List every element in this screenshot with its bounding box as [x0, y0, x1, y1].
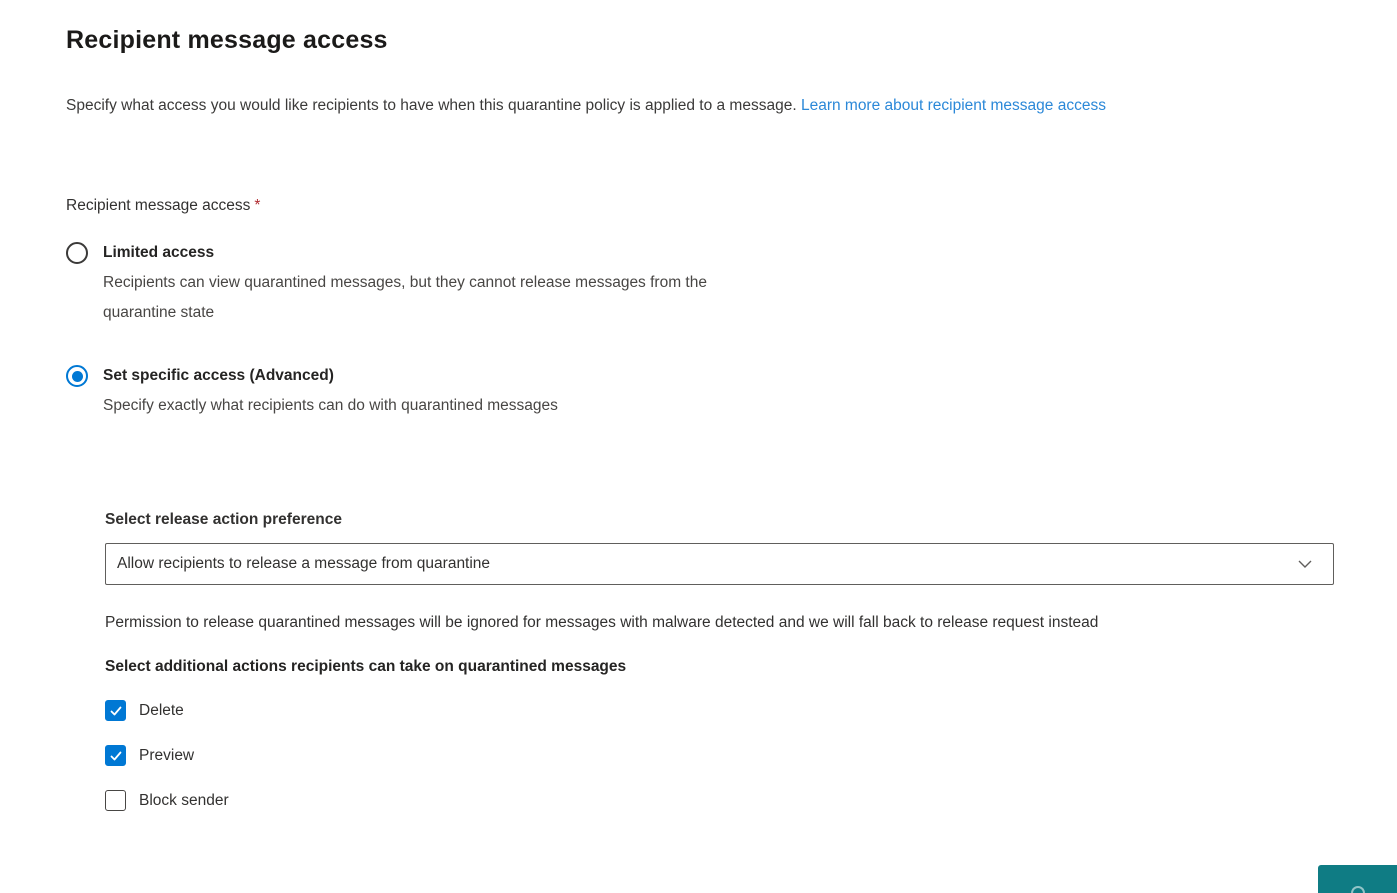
radio-description-limited-access: Recipients can view quarantined messages, but they cannot release messages from the quarantine state — [103, 274, 707, 321]
checkbox-label-delete[interactable]: Delete — [139, 701, 184, 719]
checkbox-row-block-sender[interactable] — [105, 790, 1331, 811]
release-action-note: Permission to release quarantined messages will be ignored for messages with malware detected and we will fall back to release request instead — [105, 614, 1099, 631]
checkbox-row-preview[interactable] — [105, 745, 1331, 766]
access-field-label: Recipient message access * — [66, 197, 261, 214]
checkbox-delete[interactable] — [105, 700, 126, 721]
help-icon — [1351, 886, 1365, 893]
radio-option-limited-access[interactable] — [66, 241, 1331, 328]
advanced-access-settings — [105, 511, 1331, 811]
radio-label-limited-access[interactable]: Limited access — [103, 244, 215, 261]
chevron-down-icon — [1297, 556, 1313, 572]
radio-description-set-specific-access: Specify exactly what recipients can do with quarantined messages — [103, 397, 558, 414]
page-title: Recipient message access — [66, 26, 388, 54]
checkbox-row-delete[interactable] — [105, 700, 1331, 721]
checkbox-label-preview[interactable]: Preview — [139, 746, 195, 764]
radio-button-limited-access[interactable] — [66, 242, 88, 264]
page-description-text: Specify what access you would like recipients to have when this quarantine policy is applied to a message. — [66, 97, 797, 114]
radio-label-set-specific-access[interactable]: Set specific access (Advanced) — [103, 367, 334, 384]
checkbox-label-block-sender[interactable]: Block sender — [139, 791, 229, 809]
additional-actions-label: Select additional actions recipients can take on quarantined messages — [105, 658, 627, 675]
checkmark-icon — [109, 749, 123, 763]
required-asterisk: * — [254, 197, 261, 214]
release-action-selected-value: Allow recipients to release a message from quarantine — [117, 555, 491, 572]
checkmark-icon — [109, 704, 123, 718]
checkbox-preview[interactable] — [105, 745, 126, 766]
help-button[interactable] — [1318, 865, 1397, 893]
radio-dot — [72, 371, 83, 382]
learn-more-link[interactable]: Learn more about recipient message access — [800, 97, 1106, 114]
radio-button-set-specific-access[interactable] — [66, 365, 88, 387]
radio-option-set-specific-access[interactable] — [66, 364, 1331, 421]
checkbox-block-sender[interactable] — [105, 790, 126, 811]
page-description — [66, 91, 1331, 121]
release-action-dropdown[interactable] — [105, 543, 1334, 585]
release-action-label: Select release action preference — [105, 511, 342, 528]
